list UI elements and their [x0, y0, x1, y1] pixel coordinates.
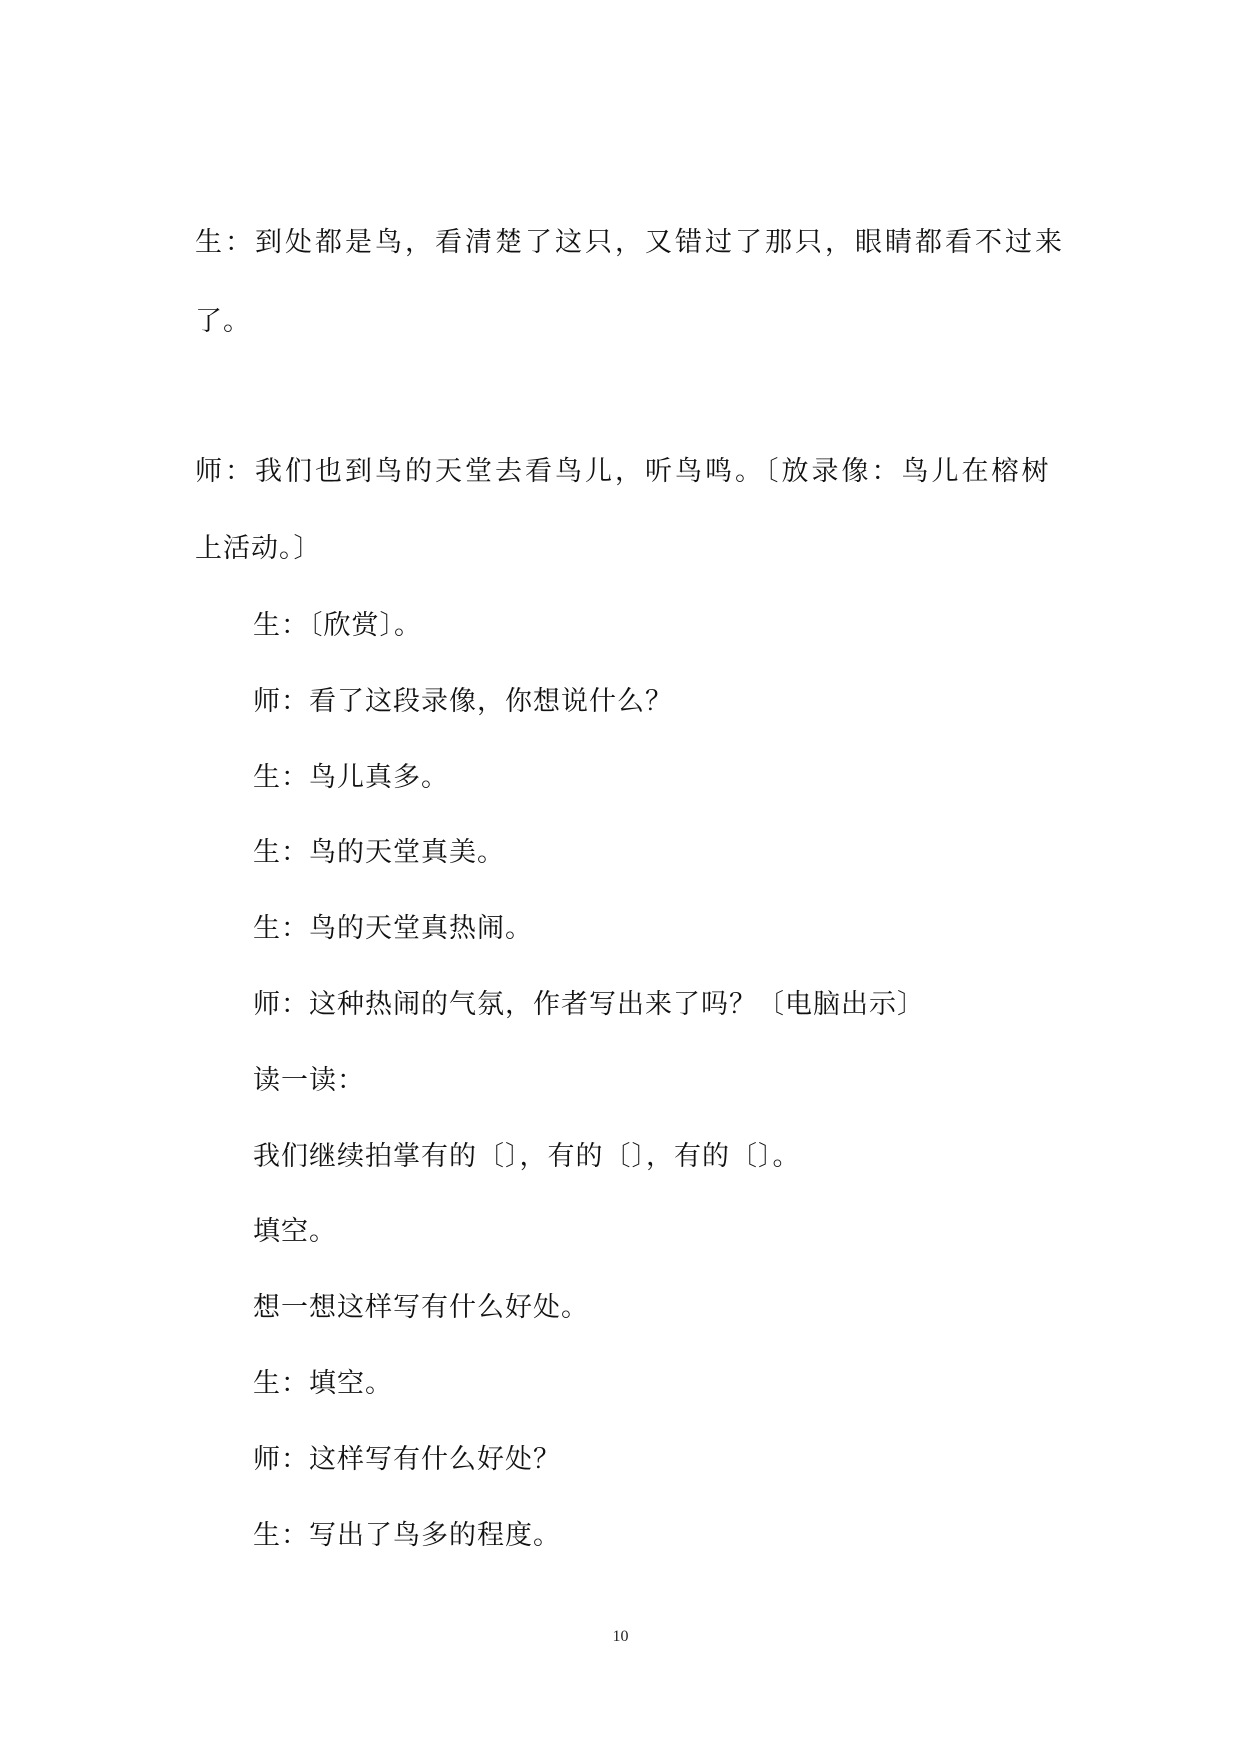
dialogue-line: 读一读：: [253, 1065, 365, 1096]
dialogue-line: 我们继续拍掌有的〔〕，有的〔〕，有的〔〕。: [253, 1141, 801, 1172]
dialogue-line: 了。: [195, 306, 251, 337]
dialogue-line: 想一想这样写有什么好处。: [253, 1292, 589, 1323]
dialogue-line: 师：看了这段录像，你想说什么？: [253, 686, 673, 717]
dialogue-line: 生：写出了鸟多的程度。: [253, 1520, 561, 1551]
dialogue-line: 生：鸟的天堂真热闹。: [253, 913, 533, 944]
dialogue-line: 生：〔欣赏〕。: [253, 610, 422, 641]
dialogue-line: 生：鸟的天堂真美。: [253, 837, 505, 868]
dialogue-line: 上活动。〕: [195, 533, 322, 564]
dialogue-line: 生：填空。: [253, 1368, 393, 1399]
dialogue-line: 生：鸟儿真多。: [253, 762, 449, 793]
dialogue-line: 师：我们也到鸟的天堂去看鸟儿，听鸟鸣。〔放录像：鸟儿在榕树: [195, 456, 1052, 487]
dialogue-line: 填空。: [253, 1216, 337, 1247]
dialogue-line: 师：这种热闹的气氛，作者写出来了吗？〔电脑出示〕: [253, 989, 925, 1020]
dialogue-line: 师：这样写有什么好处？: [253, 1444, 561, 1475]
page-number: 10: [612, 1628, 629, 1645]
dialogue-line: 生：到处都是鸟，看清楚了这只，又错过了那只，眼睛都看不过来: [195, 227, 1065, 258]
